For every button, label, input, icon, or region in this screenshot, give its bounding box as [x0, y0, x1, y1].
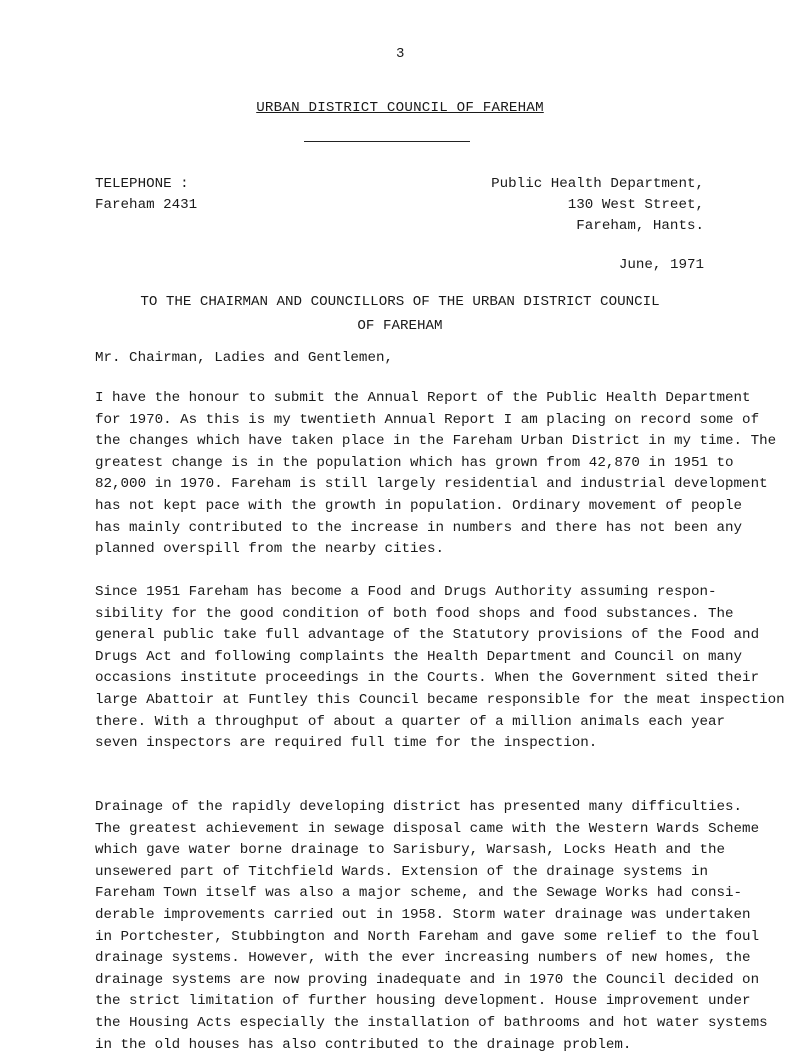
text-line: large Abattoir at Funtley this Council became responsible for the meat inspection: [95, 691, 785, 708]
text-line: for 1970. As this is my twentieth Annual Report I am placing on record some of: [95, 411, 760, 428]
address-line-department: Public Health Department,: [491, 176, 704, 192]
paragraph-drainage: [95, 797, 768, 1056]
addressee-line-2: OF FAREHAM: [357, 318, 443, 334]
text-line: the strict limitation of further housing development. House improvement under: [95, 993, 751, 1010]
text-line: has mainly contributed to the increase in numbers and there has not been any: [95, 519, 743, 536]
text-line: unsewered part of Titchfield Wards. Extension of the drainage systems in: [95, 863, 708, 880]
text-line: there. With a throughput of about a quarter of a million animals each year: [95, 713, 726, 730]
paragraph-population: [95, 388, 777, 561]
text-line: greatest change is in the population which has grown from 42,870 in 1951 to: [95, 454, 734, 471]
addressee-line-1: TO THE CHAIRMAN AND COUNCILLORS OF THE URBAN DISTRICT COUNCIL: [140, 294, 660, 310]
text-line: derable improvements carried out in 1958. Storm water drainage was undertaken: [95, 906, 751, 923]
text-line: general public take full advantage of the Statutory provisions of the Food and: [95, 627, 760, 644]
text-line: has not kept pace with the growth in population. Ordinary movement of people: [95, 497, 743, 514]
address-line-town: Fareham, Hants.: [576, 218, 704, 234]
text-line: in the old houses has also contributed to the drainage problem.: [95, 1036, 632, 1053]
text-line: Drainage of the rapidly developing district has presented many difficulties.: [95, 799, 743, 815]
text-line: seven inspectors are required full time for the inspection.: [95, 735, 598, 752]
text-line: 82,000 in 1970. Fareham is still largely residential and industrial development: [95, 476, 768, 493]
title-divider: [304, 141, 470, 142]
text-line: The greatest achievement in sewage disposal came with the Western Wards Scheme: [95, 820, 760, 837]
text-line: occasions institute proceedings in the Courts. When the Government sited their: [95, 670, 760, 687]
address-line-street: 130 West Street,: [567, 197, 704, 213]
text-line: which gave water borne drainage to Sarisbury, Warsash, Locks Heath and the: [95, 842, 726, 859]
text-line: Since 1951 Fareham has become a Food and Drugs Authority assuming respon-: [95, 584, 717, 600]
greeting: Mr. Chairman, Ladies and Gentlemen,: [95, 350, 393, 366]
letter-date: June, 1971: [618, 257, 704, 273]
telephone-number: Fareham 2431: [95, 197, 198, 213]
council-title: URBAN DISTRICT COUNCIL OF FAREHAM: [256, 100, 544, 116]
text-line: drainage systems are now proving inadequate and in 1970 the Council decided on: [95, 971, 760, 988]
text-line: Drugs Act and following complaints the Health Department and Council on many: [95, 648, 743, 665]
text-line: planned overspill from the nearby cities.: [95, 541, 445, 558]
text-line: the Housing Acts especially the installation of bathrooms and hot water systems: [95, 1014, 768, 1031]
text-line: in Portchester, Stubbington and North Fareham and gave some relief to the foul: [95, 928, 760, 945]
text-line: the changes which have taken place in the Fareham Urban District in my time. The: [95, 433, 777, 450]
text-line: I have the honour to submit the Annual Report of the Public Health Department: [95, 390, 751, 406]
page-number: 3: [396, 46, 405, 62]
paragraph-food-and-drugs: [95, 582, 785, 755]
text-line: sibility for the good condition of both food shops and food substances. The: [95, 605, 734, 622]
text-line: drainage systems. However, with the ever increasing numbers of new homes, the: [95, 950, 751, 967]
text-line: Fareham Town itself was also a major scheme, and the Sewage Works had consi-: [95, 885, 743, 902]
telephone-label: TELEPHONE :: [95, 176, 189, 192]
